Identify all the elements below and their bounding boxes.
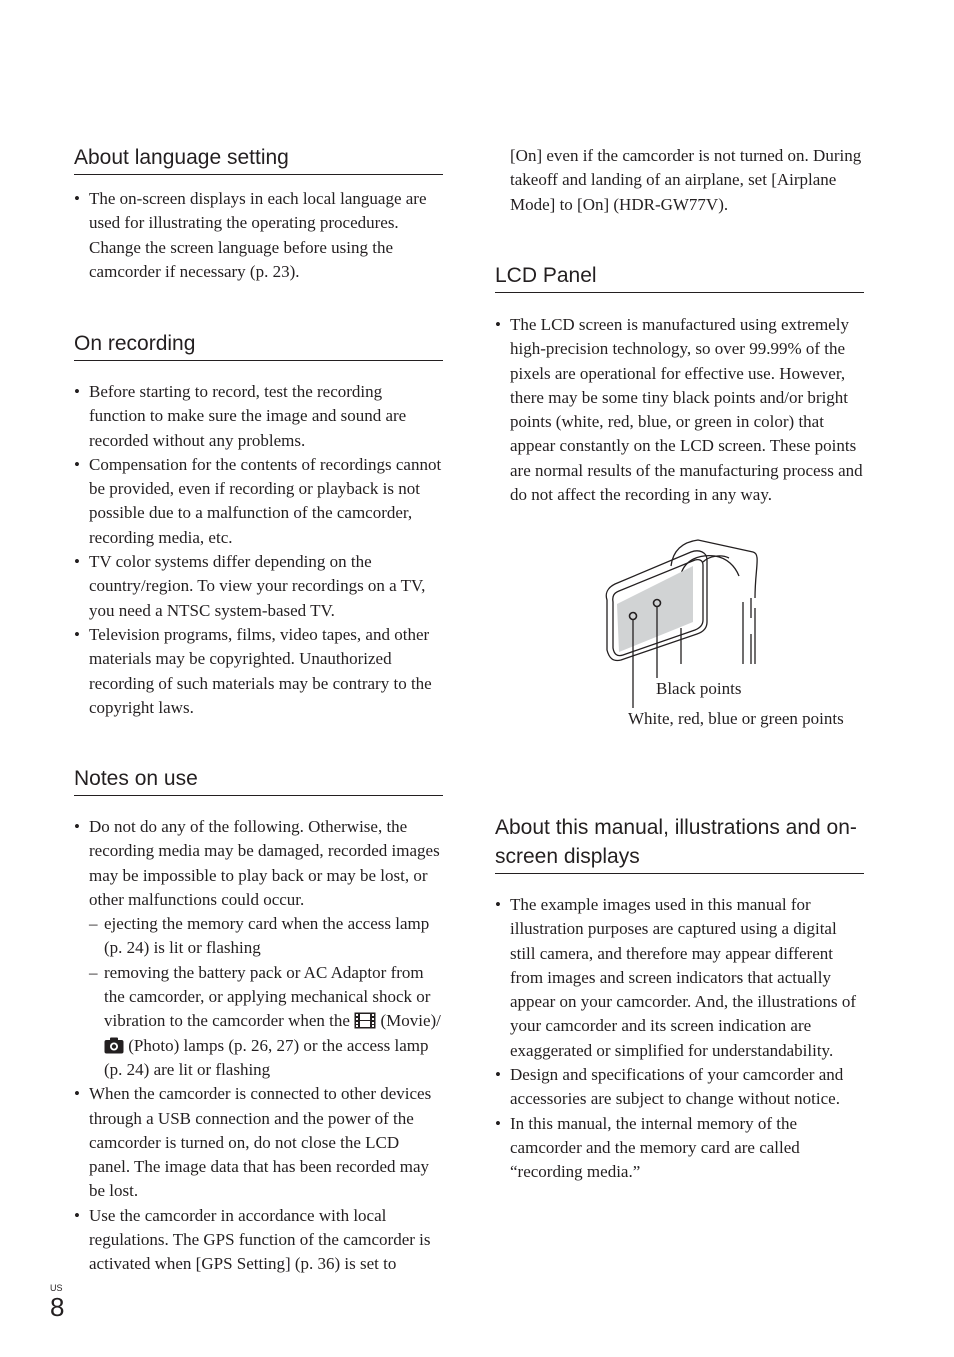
notes-sublist — [89, 912, 443, 1082]
camcorder-drawing — [603, 538, 873, 668]
recording-list — [74, 380, 443, 720]
sub-item — [89, 961, 443, 1082]
list-item: • In this manual, the internal memory of the camcorder and the memory card are called “recording media.” — [495, 1112, 864, 1185]
list-item: • The example images used in this manual for illustration purposes are captured using a digital still camera, and therefore may appear different from images and screen indicators that actually appear on your camcorder. And, the illustrations of your camcorder and its screen indication are exaggerated or simplified for understandability. — [495, 893, 864, 1063]
leader-lines-lower — [603, 668, 663, 708]
notes-list — [74, 815, 443, 1277]
manual-list — [495, 893, 864, 1185]
sub-item: – ejecting the memory card when the access lamp (p. 24) is lit or flashing — [89, 912, 443, 961]
notes-bullet-text: Do not do any of the following. Otherwise, the recording media may be damaged, recorded images may be impossible to play back or may be lost, or other malfunctions could occur. — [89, 817, 440, 909]
camera-icon — [104, 1037, 124, 1054]
heading-language-setting: About language setting — [74, 143, 443, 175]
page-number — [50, 1283, 64, 1321]
sub-item-text-b: (Movie)/ — [380, 1011, 441, 1031]
list-item: • Design and specifications of your camcorder and accessories are subject to change without notice. — [495, 1063, 864, 1112]
movie-icon — [354, 1012, 376, 1029]
list-item: • Before starting to record, test the recording function to make sure the image and sound are recorded without any problems. — [74, 380, 443, 453]
page-number-value: 8 — [50, 1292, 65, 1322]
list-item: • Television programs, films, video tapes, and other materials may be copyrighted. Unauthorized recording of such materials may be contrary to the copyright laws. — [74, 623, 443, 720]
heading-about-manual: About this manual, illustrations and on-screen displays — [495, 813, 864, 874]
list-item — [74, 815, 443, 1082]
list-item: • TV color systems differ depending on the country/region. To view your recordings on a TV, you need a NTSC system-based TV. — [74, 550, 443, 623]
region-code: US — [50, 1283, 63, 1293]
heading-lcd-panel: LCD Panel — [495, 261, 864, 293]
lcd-list — [495, 313, 864, 507]
continuation-text: [On] even if the camcorder is not turned on. During takeoff and landing of an airplane, set [Airplane Mode] to [On] (HDR-GW77V). — [510, 146, 862, 214]
list-item: • Use the camcorder in accordance with local regulations. The GPS function of the camcorder is activated when [GPS Setting] (p. 36) is set to — [74, 1204, 443, 1277]
label-black-points: Black points — [656, 679, 742, 698]
list-item: • The LCD screen is manufactured using extremely high-precision technology, so over 99.99% of the pixels are operational for effective use. However, there may be some tiny black points and/or bright points (white, red, blue, or green in color) that appear constantly on the LCD screen. These points are normal results of the manufacturing process and do not affect the recording in any way. — [495, 313, 864, 507]
list-item: • Compensation for the contents of recordings cannot be provided, even if recording or playback is not possible due to a malfunction of the camcorder, recording media, etc. — [74, 453, 443, 550]
sub-item-text-a: removing the battery pack or AC Adaptor from the camcorder, or applying mechanical shock or vibration to the camcorder when the — [104, 962, 431, 1031]
heading-on-recording: On recording — [74, 329, 443, 361]
language-list — [74, 187, 443, 284]
sub-item-text-c: (Photo) lamps (p. 26, 27) or the access lamp (p. 24) are lit or flashing — [104, 1035, 429, 1079]
list-item: • When the camcorder is connected to other devices through a USB connection and the power of the camcorder is turned on, do not close the LCD panel. The image data that has been recorded may be lost. — [74, 1082, 443, 1203]
heading-notes-on-use: Notes on use — [74, 764, 443, 796]
label-color-points: White, red, blue or green points — [628, 709, 844, 728]
lcd-illustration — [603, 538, 873, 738]
list-item: • The on-screen displays in each local language are used for illustrating the operating procedures. Change the screen language before using the camcorder if necessary (p. 23). — [74, 187, 443, 284]
